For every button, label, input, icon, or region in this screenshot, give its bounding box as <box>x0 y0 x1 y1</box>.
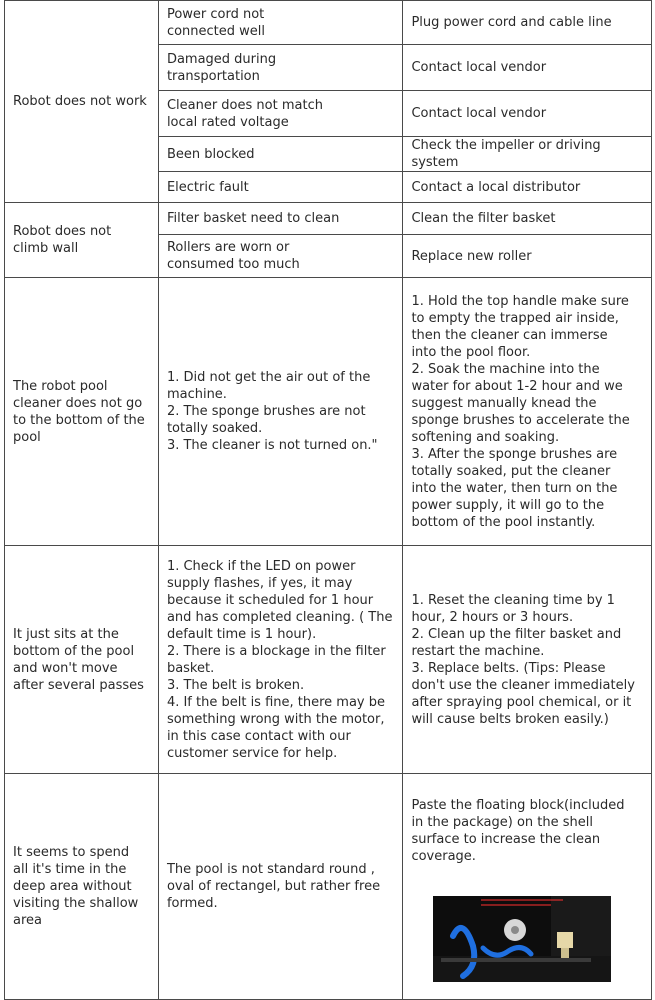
problem-cell: Robot does not climb wall <box>5 203 159 278</box>
cause-cell: Electric fault <box>158 172 403 203</box>
troubleshooting-table <box>4 0 652 1000</box>
cause-cell: 1. Did not get the air out of the machine. 2. The sponge brushes are not totally soaked. 3. The cleaner is not turned on." <box>158 278 403 546</box>
table-row <box>5 1 652 45</box>
problem-cell: It just sits at the bottom of the pool and won't move after several passes <box>5 546 159 774</box>
solution-cell: Contact local vendor <box>403 91 652 137</box>
problem-cell: Robot does not work <box>5 1 159 203</box>
solution-cell: Contact local vendor <box>403 45 652 91</box>
table-row <box>5 278 652 546</box>
cause-cell: Been blocked <box>158 137 403 172</box>
table-row <box>5 546 652 774</box>
solution-cell: Replace new roller <box>403 235 652 278</box>
solution-cell: 1. Hold the top handle make sure to empty the trapped air inside, then the cleaner can immerse into the pool floor. 2. Soak the machine into the water for about 1-2 hour and we suggest manually knead the sponge brushes to accelerate the softening and soaking. 3. After the sponge brushes are totally soaked, put the cleaner into the water, then turn on the power supply, it will go to the bottom of the pool instantly. <box>403 278 652 546</box>
solution-cell: 1. Reset the cleaning time by 1 hour, 2 hours or 3 hours. 2. Clean up the filter basket and restart the machine. 3. Replace belts. (Tips: Please don't use the cleaner immediately after spraying pool chemical, or it will cause belts broken easily.) <box>403 546 652 774</box>
cause-cell: Power cord not connected well <box>158 1 403 45</box>
cause-cell: Damaged during transportation <box>158 45 403 91</box>
solution-cell: Clean the filter basket <box>403 203 652 235</box>
cause-cell: Filter basket need to clean <box>158 203 403 235</box>
problem-cell: It seems to spend all it's time in the deep area without visiting the shallow area <box>5 774 159 1000</box>
solution-text: Paste the floating block(included in the package) on the shell surface to increase the clean coverage. <box>411 798 625 864</box>
cause-cell: Cleaner does not match local rated voltage <box>158 91 403 137</box>
table-row <box>5 203 652 235</box>
cleaner-photo-icon <box>433 896 611 982</box>
solution-cell: Check the impeller or driving system <box>403 137 652 172</box>
solution-cell: Contact a local distributor <box>403 172 652 203</box>
cause-cell: The pool is not standard round , oval of rectangel, but rather free formed. <box>158 774 403 1000</box>
cause-cell: 1. Check if the LED on power supply flashes, if yes, it may because it scheduled for 1 hour and has completed cleaning. ( The default time is 1 hour). 2. There is a blockage in the filter basket. 3. The belt is broken. 4. If the belt is fine, there may be something wrong with the motor, in this case contact with our customer service for help. <box>158 546 403 774</box>
cause-cell: Rollers are worn or consumed too much <box>158 235 403 278</box>
solution-cell <box>403 774 652 1000</box>
solution-cell: Plug power cord and cable line <box>403 1 652 45</box>
cleaner-photo <box>433 896 611 982</box>
problem-cell: The robot pool cleaner does not go to the bottom of the pool <box>5 278 159 546</box>
table-row <box>5 774 652 1000</box>
